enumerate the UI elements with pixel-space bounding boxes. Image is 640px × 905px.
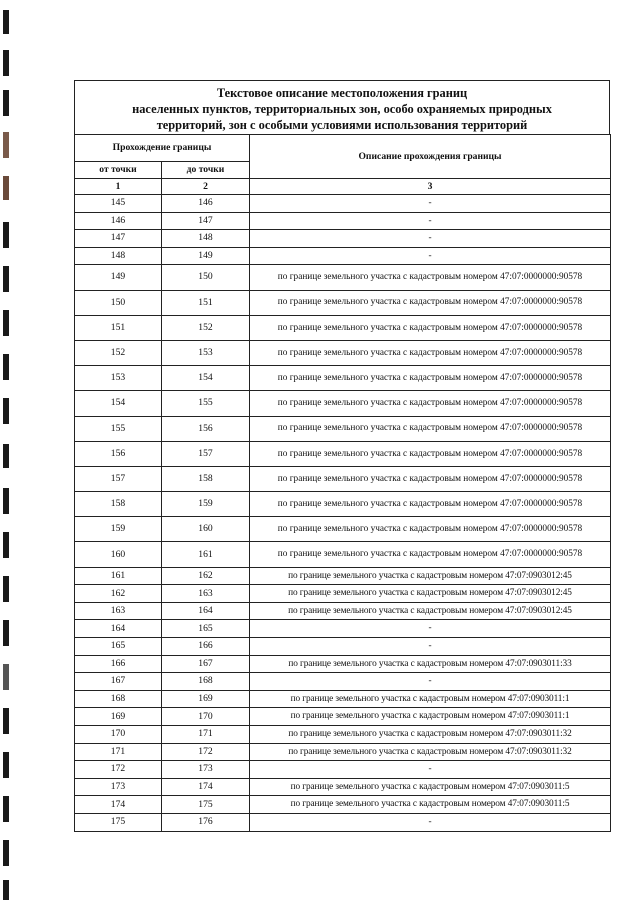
cell-from-point: 164 [75,620,162,638]
cell-description: по границе земельного участка с кадастровым номером 47:07:0000000:90578 [250,265,611,290]
table-row [75,602,611,620]
header-description: Описание прохождения границы [250,135,611,179]
cell-from-point: 169 [75,708,162,726]
cell-from-point: 173 [75,778,162,796]
cell-to-point: 164 [162,602,250,620]
cell-to-point: 157 [162,441,250,466]
cell-to-point: 165 [162,620,250,638]
cell-from-point: 168 [75,690,162,708]
cell-description: по границе земельного участка с кадастровым номером 47:07:0903011:1 [250,690,611,708]
cell-description: - [250,813,611,831]
cell-description: по границе земельного участка с кадастровым номером 47:07:0903012:45 [250,567,611,585]
cell-from-point: 175 [75,813,162,831]
table-row [75,673,611,691]
cell-description: - [250,620,611,638]
cell-to-point: 162 [162,567,250,585]
table-row [75,638,611,656]
table-row [75,778,611,796]
document-page [74,80,610,832]
cell-to-point: 159 [162,492,250,517]
table-row [75,416,611,441]
cell-to-point: 171 [162,725,250,743]
title-line-3: территорий, зон с особыми условиями использования территорий [156,118,528,132]
cell-to-point: 168 [162,673,250,691]
table-row [75,340,611,365]
cell-from-point: 150 [75,290,162,315]
cell-description: по границе земельного участка с кадастровым номером 47:07:0903012:45 [250,602,611,620]
table-row [75,466,611,491]
table-row [75,796,611,814]
cell-description: по границе земельного участка с кадастровым номером 47:07:0903011:5 [250,796,611,814]
title-line-2: населенных пунктов, территориальных зон, особо охраняемых природных [132,102,552,116]
column-number-3: 3 [250,179,611,195]
cell-description: по границе земельного участка с кадастровым номером 47:07:0903012:45 [250,585,611,603]
table-row [75,366,611,391]
cell-to-point: 173 [162,761,250,779]
column-number-2: 2 [162,179,250,195]
table-row [75,441,611,466]
table-row [75,585,611,603]
cell-description: - [250,673,611,691]
table-row [75,567,611,585]
cell-to-point: 166 [162,638,250,656]
table-row [75,725,611,743]
table-row [75,708,611,726]
table-row [75,655,611,673]
cell-from-point: 161 [75,567,162,585]
table-row [75,761,611,779]
cell-to-point: 152 [162,315,250,340]
cell-description: по границе земельного участка с кадастровым номером 47:07:0903011:5 [250,778,611,796]
cell-to-point: 147 [162,212,250,230]
cell-to-point: 161 [162,542,250,567]
cell-to-point: 146 [162,195,250,213]
header-passage: Прохождение границы [75,135,250,162]
cell-to-point: 172 [162,743,250,761]
cell-description: - [250,247,611,265]
table-row [75,212,611,230]
table-row [75,743,611,761]
cell-description: по границе земельного участка с кадастровым номером 47:07:0000000:90578 [250,466,611,491]
cell-from-point: 154 [75,391,162,416]
cell-to-point: 176 [162,813,250,831]
cell-description: по границе земельного участка с кадастровым номером 47:07:0000000:90578 [250,366,611,391]
cell-description: по границе земельного участка с кадастровым номером 47:07:0000000:90578 [250,542,611,567]
cell-from-point: 155 [75,416,162,441]
cell-description: по границе земельного участка с кадастровым номером 47:07:0000000:90578 [250,391,611,416]
cell-from-point: 171 [75,743,162,761]
cell-from-point: 158 [75,492,162,517]
column-number-1: 1 [75,179,162,195]
cell-from-point: 165 [75,638,162,656]
cell-from-point: 163 [75,602,162,620]
cell-to-point: 151 [162,290,250,315]
cell-to-point: 149 [162,247,250,265]
cell-from-point: 147 [75,230,162,248]
table-row [75,813,611,831]
cell-description: - [250,638,611,656]
cell-to-point: 153 [162,340,250,365]
cell-description: - [250,230,611,248]
cell-to-point: 167 [162,655,250,673]
table-row [75,492,611,517]
table-row [75,195,611,213]
cell-from-point: 157 [75,466,162,491]
table-row [75,620,611,638]
cell-from-point: 174 [75,796,162,814]
header-from: от точки [75,162,162,179]
cell-to-point: 175 [162,796,250,814]
cell-from-point: 160 [75,542,162,567]
cell-from-point: 146 [75,212,162,230]
table-row [75,542,611,567]
table-row [75,247,611,265]
cell-from-point: 159 [75,517,162,542]
cell-description: по границе земельного участка с кадастровым номером 47:07:0000000:90578 [250,340,611,365]
cell-to-point: 156 [162,416,250,441]
cell-from-point: 148 [75,247,162,265]
cell-from-point: 167 [75,673,162,691]
table-row [75,315,611,340]
cell-description: по границе земельного участка с кадастровым номером 47:07:0000000:90578 [250,492,611,517]
table-row [75,290,611,315]
cell-description: по границе земельного участка с кадастровым номером 47:07:0903011:33 [250,655,611,673]
cell-from-point: 149 [75,265,162,290]
cell-description: по границе земельного участка с кадастровым номером 47:07:0903011:32 [250,725,611,743]
cell-from-point: 170 [75,725,162,743]
cell-to-point: 155 [162,391,250,416]
cell-from-point: 162 [75,585,162,603]
header-to: до точки [162,162,250,179]
cell-description: по границе земельного участка с кадастровым номером 47:07:0000000:90578 [250,315,611,340]
cell-from-point: 145 [75,195,162,213]
cell-description: - [250,761,611,779]
cell-description: по границе земельного участка с кадастровым номером 47:07:0000000:90578 [250,517,611,542]
cell-description: по границе земельного участка с кадастровым номером 47:07:0000000:90578 [250,290,611,315]
table-row [75,230,611,248]
table-row [75,265,611,290]
cell-from-point: 172 [75,761,162,779]
cell-to-point: 160 [162,517,250,542]
table-row [75,690,611,708]
table-row [75,517,611,542]
cell-from-point: 151 [75,315,162,340]
cell-from-point: 153 [75,366,162,391]
cell-to-point: 154 [162,366,250,391]
cell-description: по границе земельного участка с кадастровым номером 47:07:0903011:32 [250,743,611,761]
cell-from-point: 156 [75,441,162,466]
cell-to-point: 174 [162,778,250,796]
cell-from-point: 166 [75,655,162,673]
cell-to-point: 163 [162,585,250,603]
document-title [74,80,610,134]
boundary-table [74,134,611,832]
cell-description: по границе земельного участка с кадастровым номером 47:07:0903011:1 [250,708,611,726]
table-body [75,195,611,832]
cell-to-point: 169 [162,690,250,708]
cell-description: - [250,212,611,230]
table-row [75,391,611,416]
cell-description: по границе земельного участка с кадастровым номером 47:07:0000000:90578 [250,441,611,466]
cell-description: по границе земельного участка с кадастровым номером 47:07:0000000:90578 [250,416,611,441]
cell-to-point: 148 [162,230,250,248]
cell-to-point: 170 [162,708,250,726]
cell-from-point: 152 [75,340,162,365]
title-line-1: Текстовое описание местоположения границ [216,86,468,100]
cell-to-point: 150 [162,265,250,290]
cell-description: - [250,195,611,213]
cell-to-point: 158 [162,466,250,491]
